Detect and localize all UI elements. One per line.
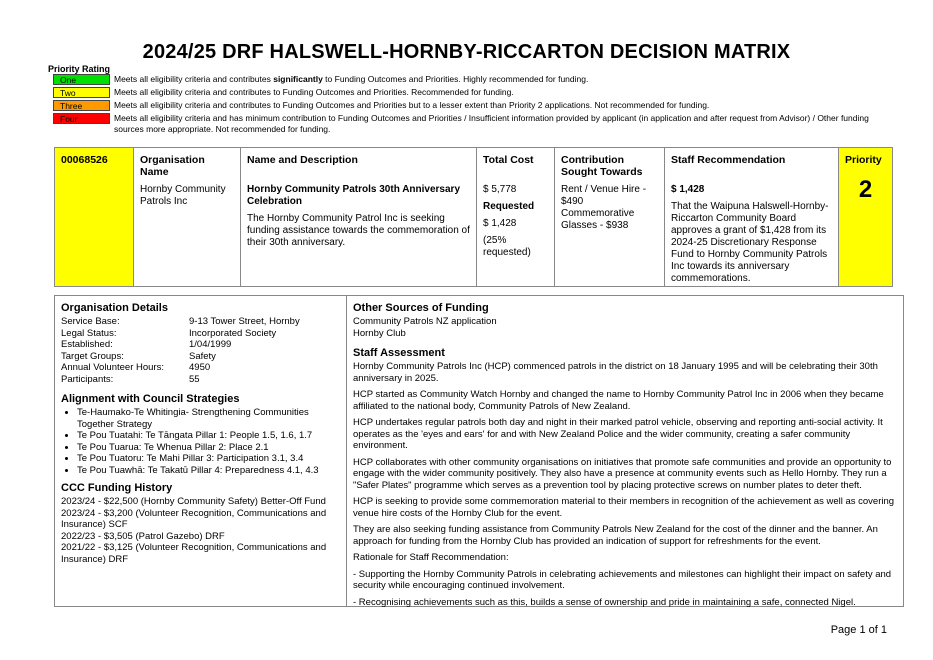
name-desc-header: Name and Description xyxy=(247,154,358,166)
list-item: • Te Pou Tuatahi: Te Tāngata Pillar 1: People 1.5, 1.6, 1.7 xyxy=(77,430,340,442)
staff-assessment-title: Staff Assessment xyxy=(353,347,445,359)
detail-row: Target Groups: Safety xyxy=(61,350,216,362)
detail-row: Legal Status: Incorporated Society xyxy=(61,327,277,339)
detail-row: Established: 1/04/1999 xyxy=(61,339,232,350)
org-details-title: Organisation Details xyxy=(61,302,168,314)
application-summary-table xyxy=(54,147,893,287)
contribution-cell xyxy=(555,148,665,286)
page-title: 2024/25 DRF HALSWELL-HORNBY-RICCARTON DECISION MATRIX xyxy=(142,41,791,63)
assessment-paragraph: HCP started as Community Watch Hornby and changed the name to Hornby Community Patrol Inc in 2006 when they became affiliated to the national body, Community Patrols of New Zealand. xyxy=(353,389,884,412)
priority-rating-title: Priority Rating xyxy=(48,64,111,74)
priority-one-swatch: One xyxy=(53,74,110,85)
list-item: 2023/24 - $3,200 (Volunteer Recognition, Communications and Insurance) SCF xyxy=(61,507,327,530)
requested-label: Requested xyxy=(483,201,535,212)
list-item: • Te Pou Tuawhā: Te Takatū Pillar 4: Preparedness 4.1, 4.3 xyxy=(77,465,340,477)
details-panel xyxy=(54,295,904,607)
list-item: • Te Pou Tuatoru: Te Mahi Pillar 3: Participation 3.1, 3.4 xyxy=(77,453,340,465)
requested-amount: $ 1,428 xyxy=(483,218,517,229)
assessment-paragraph: HCP is seeking to provide some commemoration material to their members in recognition of the achievement as well as covering venue hire costs of the Hornby Club for the event. xyxy=(353,496,895,519)
detail-row: Annual Volunteer Hours: 4950 xyxy=(61,362,211,373)
priority-cell xyxy=(839,148,892,286)
left-column xyxy=(55,296,347,606)
list-item: 2021/22 - $3,125 (Volunteer Recognition, Communications and Insurance) DRF xyxy=(61,542,327,565)
contribution-item: Rent / Venue Hire - $490 xyxy=(561,184,647,207)
contribution-header: Contribution Sought Towards xyxy=(561,154,643,178)
total-cost-cell xyxy=(477,148,555,286)
detail-row: Service Base: 9-13 Tower Street, Hornby xyxy=(61,316,300,327)
priority-three-desc: Meets all eligibility criteria and contributes to Funding Outcomes and Priorities but to a lesser extent than Priority 2 applications. Not recommended for funding. xyxy=(114,100,710,110)
application-id-cell xyxy=(55,148,134,286)
organisation-cell xyxy=(134,148,241,286)
alignment-list xyxy=(61,407,340,476)
priority-four-desc: Meets all eligibility criteria and has minimum contribution to Funding Outcomes and Priorities / Insufficient information provided by applicant (in application and after request from Advisor) / Other funding sources more appropriate. Not recommended for funding. xyxy=(114,113,869,134)
assessment-paragraph: - Recognising achievements such as this, builds a sense of ownership and pride in maintaining a safe, connected Nigel. xyxy=(353,596,856,608)
priority-value: 2 xyxy=(858,176,873,203)
name-description-cell xyxy=(241,148,477,286)
detail-row: Participants: 55 xyxy=(61,373,200,385)
list-item: 2022/23 - $3,505 (Patrol Gazebo) DRF xyxy=(61,530,225,542)
list-item: • Te-Haumako-Te Whitingia- Strengthening Communities Together Strategy xyxy=(77,407,340,430)
requested-percent: (25% requested) xyxy=(483,235,531,258)
list-item: • Te Pou Tuarua: Te Whenua Pillar 2: Place 2.1 xyxy=(77,442,340,454)
recommendation-header: Staff Recommendation xyxy=(671,154,786,166)
right-column xyxy=(347,296,903,606)
recommendation-text: That the Waipuna Halswell-Hornby-Riccarton Community Board approves a grant of $1,428 from its 2024-25 Discretionary Response Fund to Hornby Community Patrols Inc towards its anniversary commemorations. xyxy=(671,201,829,284)
list-item: Community Patrols NZ application xyxy=(353,316,497,327)
org-name-header: Organisation Name xyxy=(140,154,205,178)
alignment-title: Alignment with Council Strategies xyxy=(61,393,240,405)
assessment-paragraph: HCP undertakes regular patrols both day and night in their marked patrol vehicle, observing and reporting anti-social activity. It operates as the 'eyes and ears' for and with New Zealand Police and the wider community, creating a safer community environment. xyxy=(353,417,883,451)
org-name: Hornby Community Patrols Inc xyxy=(140,184,226,207)
recommendation-amount: $ 1,428 xyxy=(671,184,705,195)
assessment-paragraph: They are also seeking funding assistance from Community Patrols New Zealand for the cost of the dinner and the banner. An approach for funding from the Hornby Club has provided an indication of support for refreshments for the event. xyxy=(353,524,878,547)
funding-history-title: CCC Funding History xyxy=(61,482,173,494)
project-desc: The Hornby Community Patrol Inc is seeking funding assistance towards the commemoration of their 30th anniversary. xyxy=(247,213,470,248)
list-item: Hornby Club xyxy=(353,327,406,339)
assessment-paragraph: Rationale for Staff Recommendation: xyxy=(353,552,509,563)
recommendation-cell xyxy=(665,148,839,286)
total-cost-header: Total Cost xyxy=(483,154,534,166)
page-number: Page 1 of 1 xyxy=(830,624,887,636)
total-cost: $ 5,778 xyxy=(483,184,517,195)
list-item: 2023/24 - $22,500 (Hornby Community Safety) Better-Off Fund xyxy=(61,496,326,507)
assessment-paragraph: Hornby Community Patrols Inc (HCP) commenced patrols in the district on 18 January 1995 and will be celebrating their 30th anniversary in 2025. xyxy=(353,361,878,384)
priority-header: Priority xyxy=(845,154,882,166)
priority-four-swatch: Four xyxy=(53,113,110,124)
assessment-paragraph: - Supporting the Hornby Community Patrols in celebrating achievements and milestones can highlight their impact on safety and security while encouraging continued involvement. xyxy=(353,568,892,591)
contribution-item: Commemorative Glasses - $938 xyxy=(561,208,635,231)
other-funding-title: Other Sources of Funding xyxy=(353,302,489,314)
priority-two-swatch: Two xyxy=(53,87,110,98)
priority-three-swatch: Three xyxy=(53,100,110,111)
priority-one-desc: Meets all eligibility criteria and contributes significantly to Funding Outcomes and Priorities. Highly recommended for funding. xyxy=(114,74,589,84)
project-name: Hornby Community Patrols 30th Anniversary Celebration xyxy=(247,184,461,207)
priority-two-desc: Meets all eligibility criteria and contributes to Funding Outcomes and Priorities. Recommended for funding. xyxy=(114,87,514,97)
assessment-paragraph: HCP collaborates with other community organisations on initiatives that promote safe communities and provide an opportunity to engage with the wider community positively. They also have a presence at community events such as Hello Hornby. They run a "Safer Plates" programme which serves as a prevention tool by placing protective screws on number plates to deter theft. xyxy=(353,456,892,491)
application-id: 00068526 xyxy=(61,154,108,166)
